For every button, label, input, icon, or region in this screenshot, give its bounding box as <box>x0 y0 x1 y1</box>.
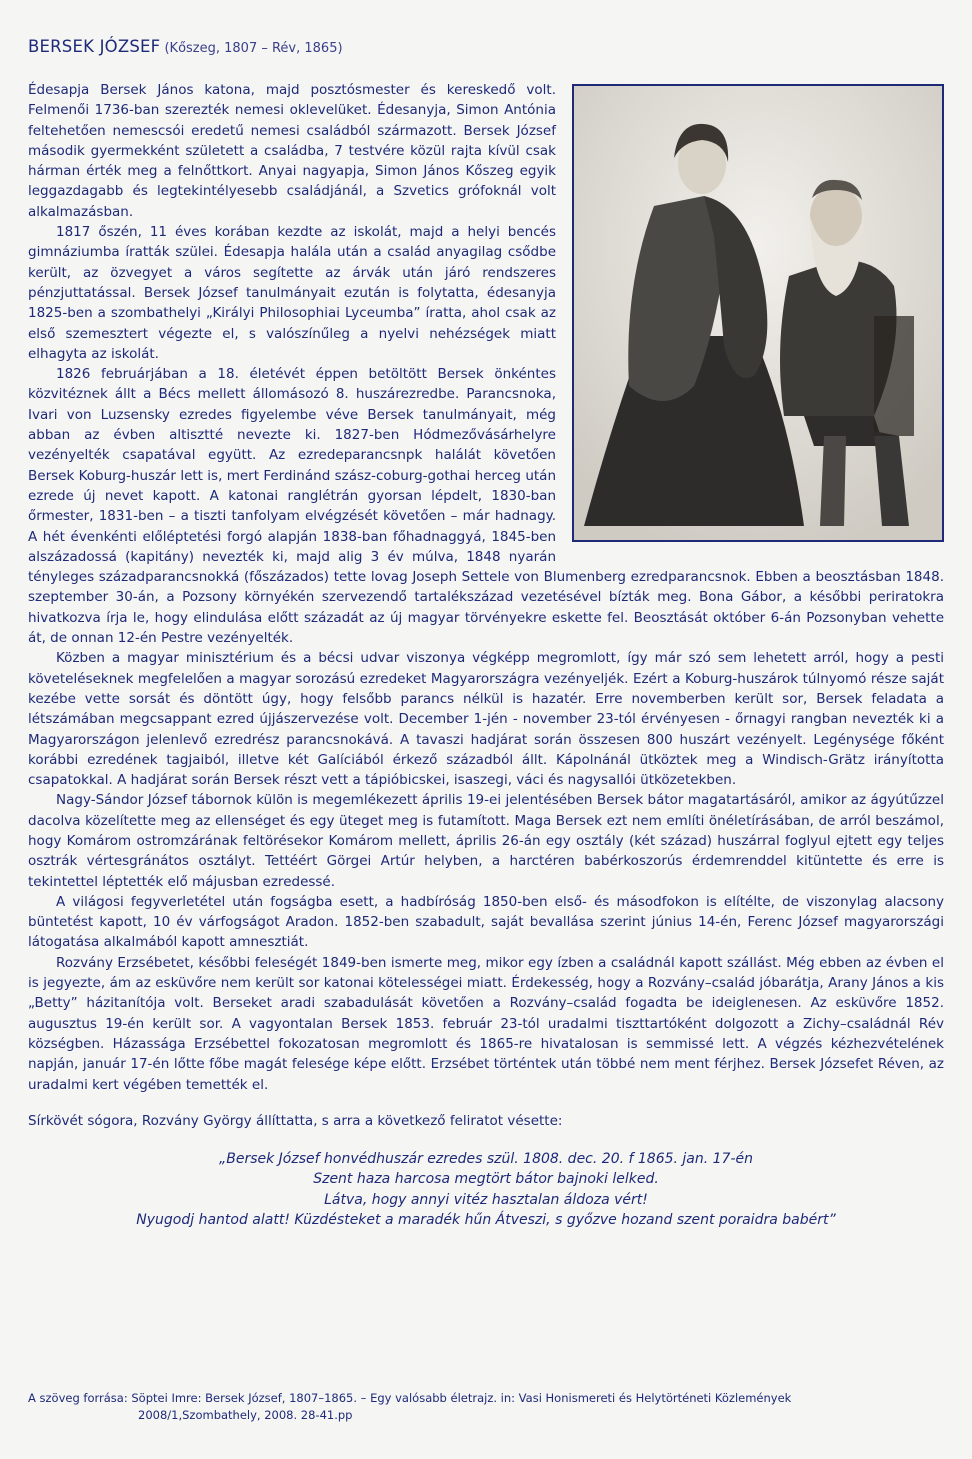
source-line-2: 2008/1,Szombathely, 2008. 28-41.pp <box>138 1408 353 1422</box>
paragraph-3: 1826 februárjában a 18. életévét éppen betöltött Bersek önkéntes közvitéznek állt a Bécs mellett állomásozó 8. huszárezredbe. Parancsnoka, Ivari von Luzsensky ezredes figyelembe véve Bersek tanulmányait, még abban az évben altisztté nevezte ki. 1827-ben Hódmezővásárhelyre vezényelték csapatával együtt. Az ezredeparancsnpk halálát követően Bersek Koburg-huszár lett is, mert Ferdinánd szász-coburg-gothai herceg után ezrede új nevet kapott. A katonai ranglétrán gyorsan lépdelt, 1830-ban őrmester, 1831-ben – a tiszti tanfolyam elvégzését követően – már hadnagy. A hét évenkénti előléptetési forgó alapján 1838-ban főhadnaggyá, 1845-ben alszázadossá (kapitány) nevezték ki, majd alig 3 év múlva, 1848 nyarán tényleges századparancsnokká (főszázados) tette lovag Joseph Settele von Blumenberg ezredparancsnok. Ebben a beosztásban 1848. szeptember 30-án, a Pozsony környékén szervezendő tartalékszázad vezetésével bízták meg. Bona Gábor, a későbbi periratokra hivatkozva írja le, hogy elindulása előtt századát az új magyar törvényekre eskette fel. Beosztását október 6-án Pozsonyban vehette át, de onnan 12-én Pestre vezényelték. <box>28 366 944 647</box>
page-title <box>28 36 944 60</box>
paragraph-4: Közben a magyar minisztérium és a bécsi udvar viszonya végképp megromlott, így már szó sem lehetett arról, hogy a pesti követeléseknek megfelelően a magyar sorozású ezredeket Magyarországra vezényeljék. Ezért a Koburg-huszárok túlnyomó része saját kezébe vette sorsát és döntött úgy, hogy felsőbb parancs nélkül is hazatér. Erre novemberben került sor, Bersek feladata a létszámában megcsappant ezred újjászervezése volt. December 1-jén - november 23-tól érvényesen - őrnagyi rangban nevezték ki a Magyarországon jelenlevő ezredrész parancsnokává. A tavaszi hadjárat során összesen 800 huszárt vezényelt. Legénysége főként korábbi ezredének tagjaiból, illetve két Galíciából érkező századból állt. Kápolnánál ütköztek meg a Windisch-Grätz irányította csapatokkal. A hadjárat során Bersek részt vett a tápióbicskei, isaszegi, váci és nagysallói ütközetekben. <box>28 650 944 789</box>
portrait-photo-icon <box>574 86 942 540</box>
paragraph-5: Nagy-Sándor József tábornok külön is megemlékezett április 19-ei jelentésében Bersek bátor magatartásáról, amikor az ágyútűzzel dacolva közelítette meg az ellenséget és egy üteget meg is futamított. Maga Bersek ezt nem említi önéletírásában, de arról beszámol, hogy Komárom ostromzárának feltörésekor Komárom mellett, április 26-án egy osztály (két század) huszárral foglyul ejtett egy teljes osztrák vértesgránátos osztályt. Tettéért Görgei Artúr helyben, a harctéren babérkoszorús érdemrenddel kitüntette és erre is tekintettel léptették elő májusban ezredessé. <box>28 792 944 890</box>
paragraph-7: Rozvány Erzsébetet, későbbi feleségét 1849-ben ismerte meg, mikor egy ízben a családnál kapott szállást. Még ebben az évben el is jegyezte, ám az esküvőre nem került sor katonai kötelességei miatt. Érdekesség, hogy a Rozvány–család jóbarátja, Arany János a kis „Betty” házitanítója volt. Berseket aradi szabadulását követően a Rozvány–család fogadta be ideiglenesen. Az esküvőre 1852. augusztus 19-én került sor. A vagyontalan Bersek 1853. február 23-tól uradalmi tiszttartóként dolgozott a Zichy–családnál Rév községben. Házassága Erzsébettel fokozatosan megromlott és 1865-re hivatalosan is semmissé lett. A végzés kézhezvételének napján, január 17-én lőtte főbe magát felesége képe előtt. Erzsébet történtek után többé nem ment férjhez. Bersek Józsefet Réven, az uradalmi kert végében temették el. <box>28 954 944 1093</box>
paragraph-6: A világosi fegyverletétel után fogságba esett, a hadbíróság 1850-ben első- és másodfokon is elítélte, de viszonylag alacsony büntetést kapott, 10 év várfogságot Aradon. 1852-ben szabadult, saját bevallása szerint június 14-én, Ferenc József magyarországi látogatása alkalmából kapott amnesztiát. <box>28 893 944 951</box>
source-citation <box>28 1390 944 1424</box>
portrait-photo <box>572 84 944 542</box>
epitaph-intro: Sírkövét sógora, Rozvány György állíttatta, s arra a következő feliratot vésette: <box>28 1112 563 1129</box>
epitaph-line: Szent haza harcosa megtört bátor bajnoki lelked. <box>313 1171 659 1188</box>
title-birth-death: (Kőszeg, 1807 – Rév, 1865) <box>164 41 343 56</box>
epitaph-line: Látva, hogy annyi vitéz hasztalan áldoza vért! <box>324 1191 648 1208</box>
epitaph-line: Nyugodj hantod alatt! Küzdésteket a maradék hűn Átveszi, s győzve hozand szent poraidra babért” <box>136 1212 836 1229</box>
epitaph-line: „Bersek József honvédhuszár ezredes szül. 1808. dec. 20. f 1865. jan. 17-én <box>218 1150 754 1167</box>
paragraph-1: Édesapja Bersek János katona, majd posztósmester és kereskedő volt. Felmenői 1736-ban szerezték nemesi oklevelüket. Édesanyja, Simon Antónia feltehetően nemescsói eredetű nemesi családból származott. Bersek József második gyermekként született a családba, 7 testvére közül rajta kívül csak hárman érték meg a felnőttkort. Anyai nagyapja, Simon János Kőszeg egyik leggazdagabb és legtekintélyesebb családjánál, a Szvetics grófoknál volt alkalmazásban. <box>28 82 556 220</box>
biography-text <box>28 80 944 1095</box>
title-name: BERSEK JÓZSEF <box>28 37 161 56</box>
epitaph <box>28 1149 944 1231</box>
paragraph-2: 1817 őszén, 11 éves korában kezdte az iskolát, majd a helyi bencés gimnáziumba íratták szülei. Édesapja halála után a család anyagilag csődbe került, az özvegyet a város segítette az árvák után járó rendszeres pénzjuttatással. Bersek József tanulmányait ezután is folytatta, édesanyja 1825-ben a szombathelyi „Királyi Philosophiai Lyceumba” íratta, ahol csak az első szemesztert végezte el, s valószínűleg a nyelvi nehézségek miatt elhagyta az iskolát. <box>28 224 556 362</box>
document-page <box>28 36 944 1231</box>
source-line-1: A szöveg forrása: Söptei Imre: Bersek József, 1807–1865. – Egy valósabb életrajz. in: Vasi Honismereti és Helytörténeti Közlemények <box>28 1391 792 1405</box>
